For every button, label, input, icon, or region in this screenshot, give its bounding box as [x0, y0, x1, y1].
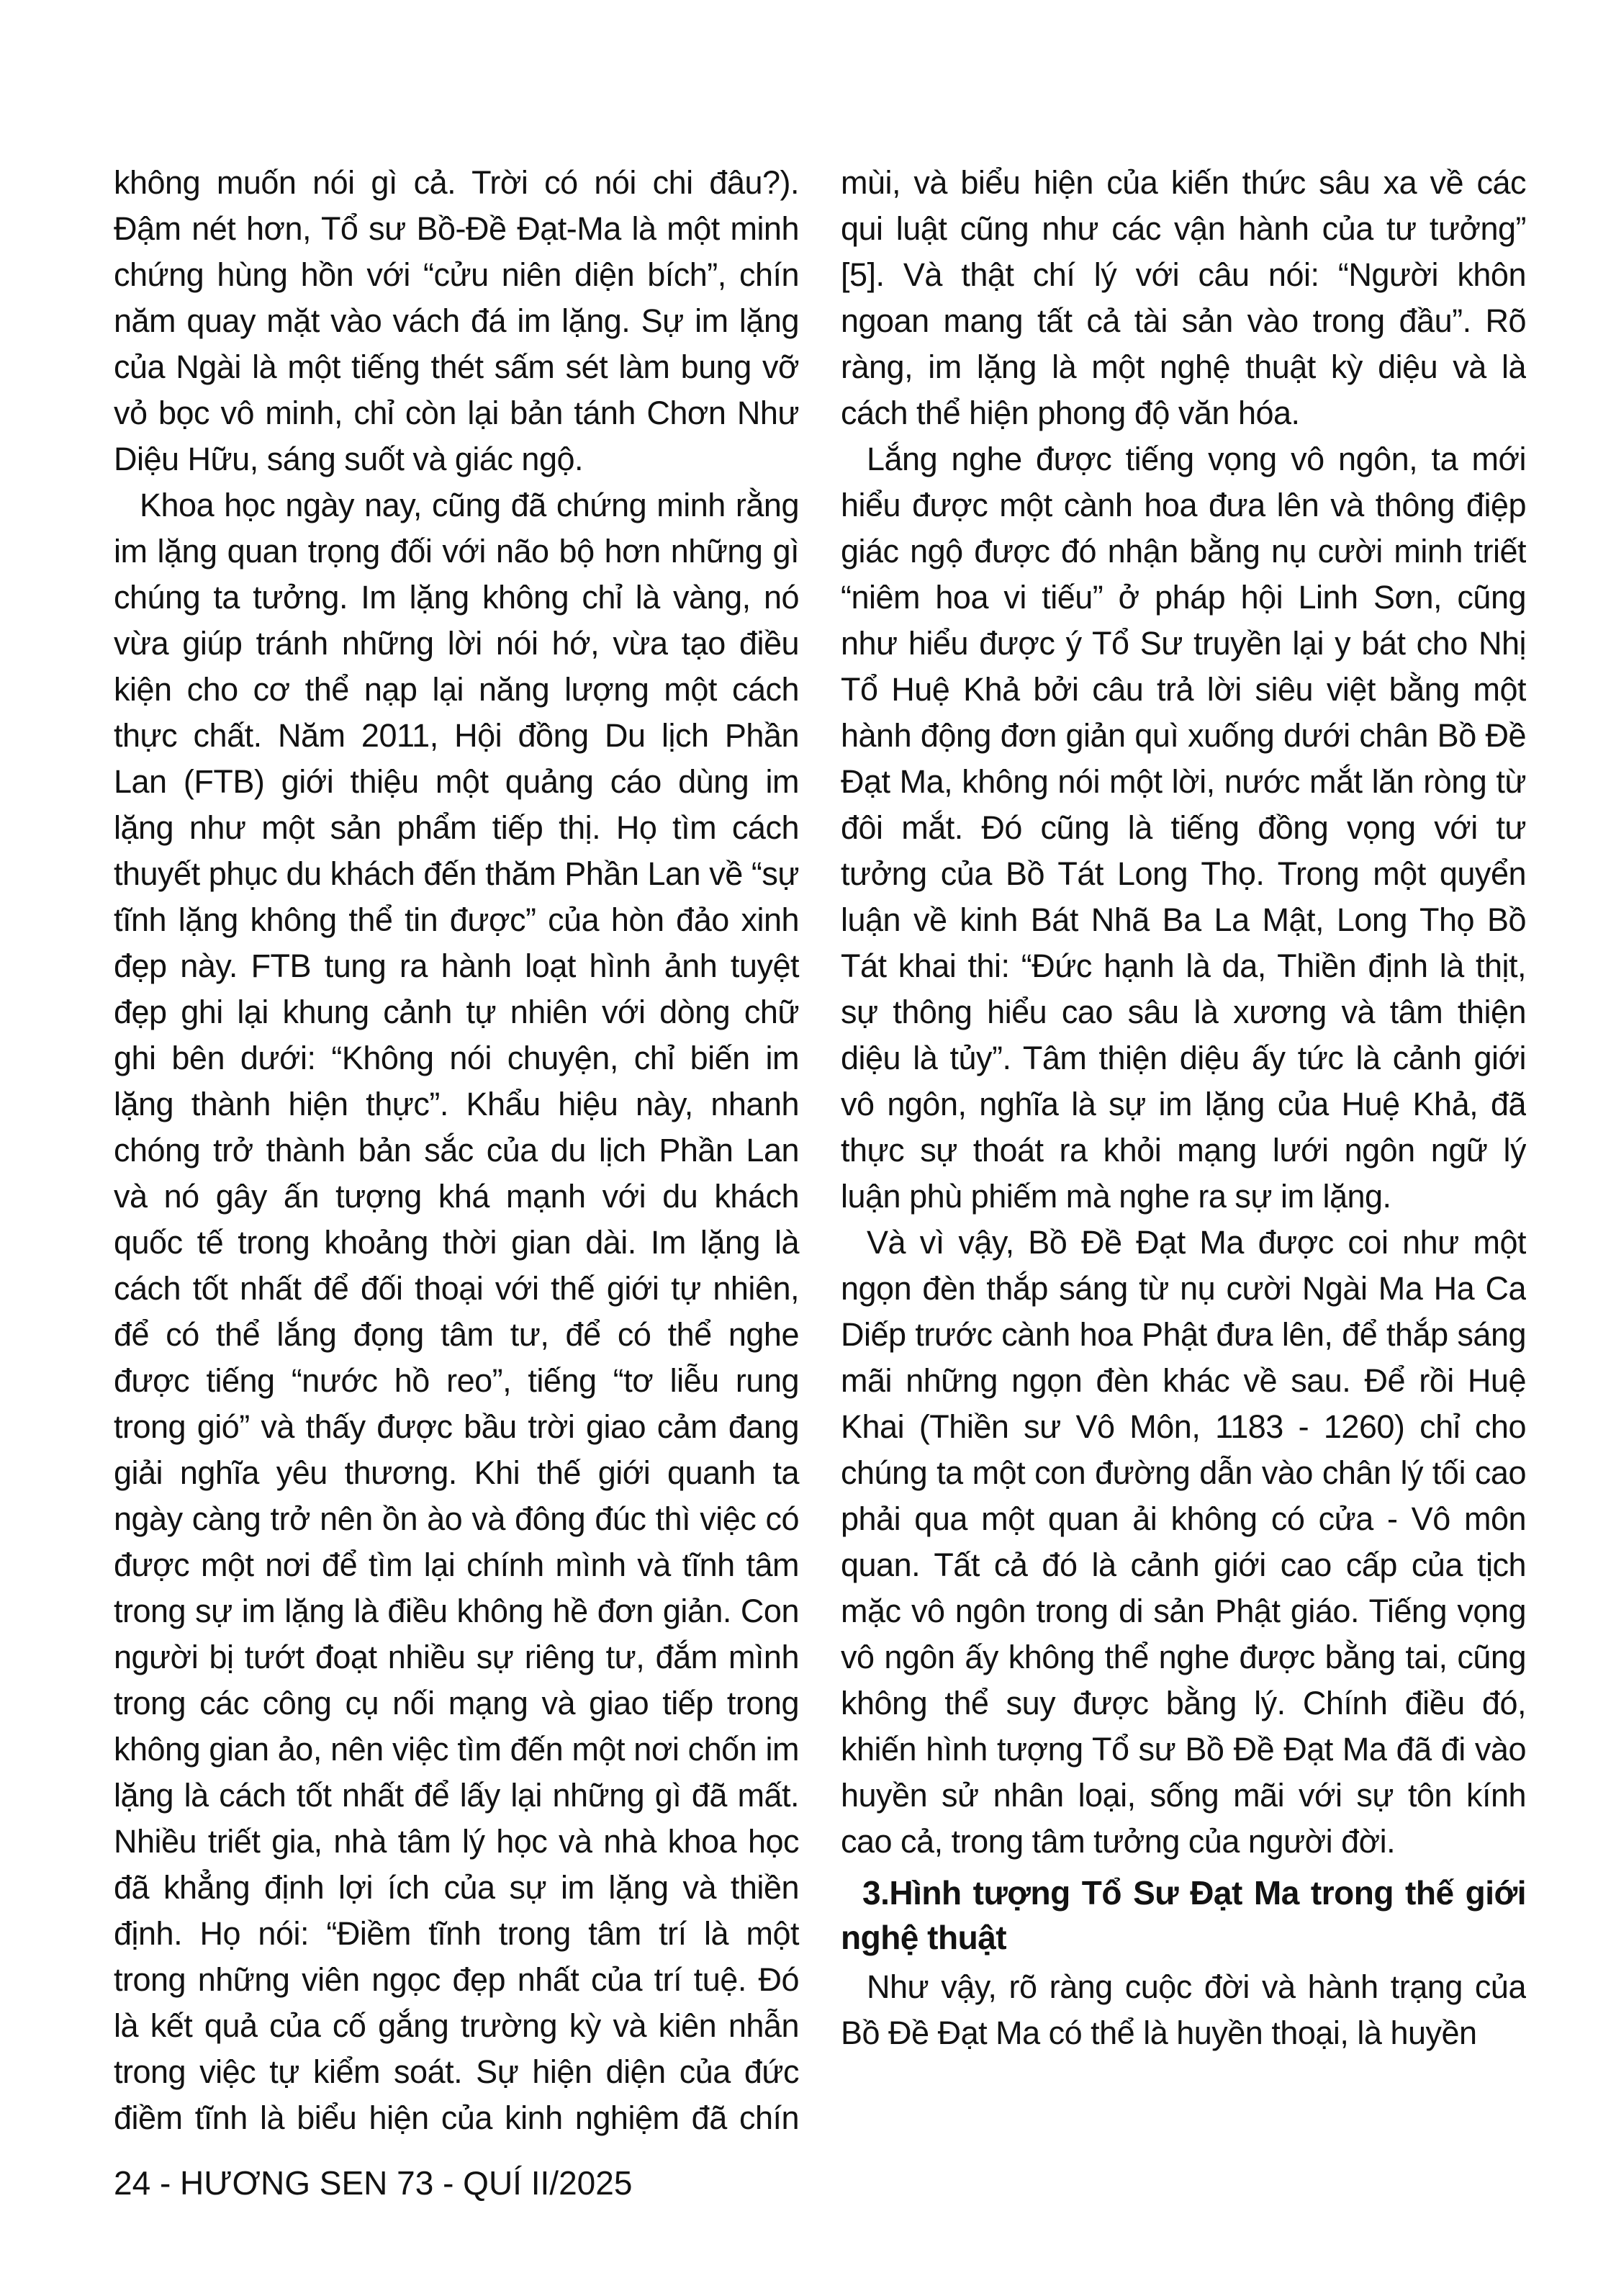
- paragraph: Như vậy, rõ ràng cuộc đời và hành trạng của Bồ Đề Đạt Ma có thể là huyền thoại, là huyền: [841, 1968, 1526, 2051]
- paragraph: không muốn nói gì cả. Trời có nói chi đâu?). Đậm nét hơn, Tổ sư Bồ-Đề Đạt-Ma là một minh chứng hùng hồn với “cửu niên diện bích”, chín năm quay mặt vào vách đá im lặng. Sự im lặng của Ngài là một tiếng thét sấm sét làm bung vỡ vỏ bọc vô minh, chỉ còn lại bản tánh Chơn Như Diệu Hữu, sáng suốt và giác ngộ.: [114, 164, 799, 477]
- paragraph: Khoa học ngày nay, cũng đã chứng minh rằng im lặng quan trọng đối với não bộ hơn những gì chúng ta tưởng. Im lặng không chỉ là vàng, nó vừa giúp tránh những lời nói hớ, vừa tạo điều kiện cho cơ thể nạp lại năng lượng một cách thực chất. Năm 2011, Hội đồng Du lịch Phần Lan (FTB) giới thiệu một quảng cáo dùng im lặng như một sản phẩm tiếp thị. Họ tìm cách thuyết phục du khách đến thăm Phần Lan về “sự tĩnh lặng không thể tin được” của hòn đảo xinh đẹp này. FTB tung ra hành loạt hình ảnh tuyệt đẹp ghi lại khung cảnh tự nhiên với dòng chữ ghi bên dưới: “Không nói chuyện, chỉ biến im lặng thành hiện thực”. Khẩu hiệu này, nhanh chóng trở thành bản sắc của du lịch Phần Lan và nó gây ấn tượng khá mạnh với du khách quốc tế trong khoảng thời gian dài. Im lặng là cách tốt nhất để đối thoại với thế giới tự nhiên, để có thể lắng đọng tâm tư, để có thể nghe được tiếng “nước hồ reo”, tiếng “tơ liễu rung trong gió” và thấy được bầu trời giao cảm đang giải nghĩa yêu thương. Khi thế giới quanh ta ngày càng trở nên ồn ào và đông đúc thì việc có được một nơi để tìm lại chính mình và tĩnh tâm trong sự im lặng là điều không hề đơn giản. Con người bị tướt đoạt nhiều sự riêng tư, đắm mình trong các công cụ nối mạng và giao tiếp trong không gian ảo, nên việc tìm đến một nơi chốn im lặng là cách tốt nhất để lấy lại những gì đã mất. Nhiều triết gia, nhà tâm lý học và nhà khoa học đã khẳng định lợi ích của sự im lặng và thiền định. Họ nói: “Điềm tĩnh trong tâm trí là một trong những viên ngọc đẹp nhất của trí tuệ. Đó là kết quả của cố gắng trường kỳ và kiên nhẫn trong việc tự kiểm soát. Sự hiện diện của đức điềm tĩnh là biểu hiện của kinh nghiệm đã chín mùi, và biểu hiện của kiến thức sâu xa về các qui luật cũng như các vận hành của tư tưởng” [5]. Và thật chí lý với câu nói: “Người khôn ngoan mang tất cả tài sản vào trong đầu”. Rõ ràng, im lặng là một nghệ thuật kỳ diệu và là cách thể hiện phong độ văn hóa.: [114, 164, 1526, 2136]
- article-text-columns: [114, 160, 1526, 2158]
- paragraph: Lắng nghe được tiếng vọng vô ngôn, ta mới hiểu được một cành hoa đưa lên và thông điệp giác ngộ được đó nhận bằng nụ cười minh triết “niêm hoa vi tiếu” ở pháp hội Linh Sơn, cũng như hiểu được ý Tổ Sư truyền lại y bát cho Nhị Tổ Huệ Khả bởi câu trả lời siêu việt bằng một hành động đơn giản quì xuống dưới chân Bồ Đề Đạt Ma, không nói một lời, nước mắt lăn ròng từ đôi mắt. Đó cũng là tiếng đồng vọng với tư tưởng của Bồ Tát Long Thọ. Trong một quyển luận về kinh Bát Nhã Ba La Mật, Long Thọ Bồ Tát khai thi: “Đức hạnh là da, Thiền định là thịt, sự thông hiểu cao sâu là xương và tâm thiện diệu là tủy”. Tâm thiện diệu ấy tức là cảnh giới vô ngôn, nghĩa là sự im lặng của Huệ Khả, đã thực sự thoát ra khỏi mạng lưới ngôn ngữ lý luận phù phiếm mà nghe ra sự im lặng.: [841, 441, 1526, 1215]
- paragraph: Và vì vậy, Bồ Đề Đạt Ma được coi như một ngọn đèn thắp sáng từ nụ cười Ngài Ma Ha Ca Diếp trước cành hoa Phật đưa lên, để thắp sáng mãi những ngọn đèn khác về sau. Để rồi Huệ Khai (Thiền sư Vô Môn, 1183 - 1260) chỉ cho chúng ta một con đường dẫn vào chân lý tối cao phải qua một quan ải không có cửa - Vô môn quan. Tất cả đó là cảnh giới cao cấp của tịch mặc vô ngôn trong di sản Phật giáo. Tiếng vọng vô ngôn ấy không thể nghe được bằng tai, cũng không thể suy được bằng lý. Chính điều đó, khiến hình tượng Tổ sư Bồ Đề Đạt Ma đã đi vào huyền sử nhân loại, sống mãi với sự tôn kính cao cả, trong tâm tưởng của người đời.: [841, 1224, 1526, 1860]
- page-footer: 24 - HƯƠNG SEN 73 - QUÍ II/2025: [114, 2164, 633, 2202]
- section-heading: 3.Hình tượng Tổ Sư Đạt Ma trong thế giới nghệ thuật: [841, 1874, 1526, 1956]
